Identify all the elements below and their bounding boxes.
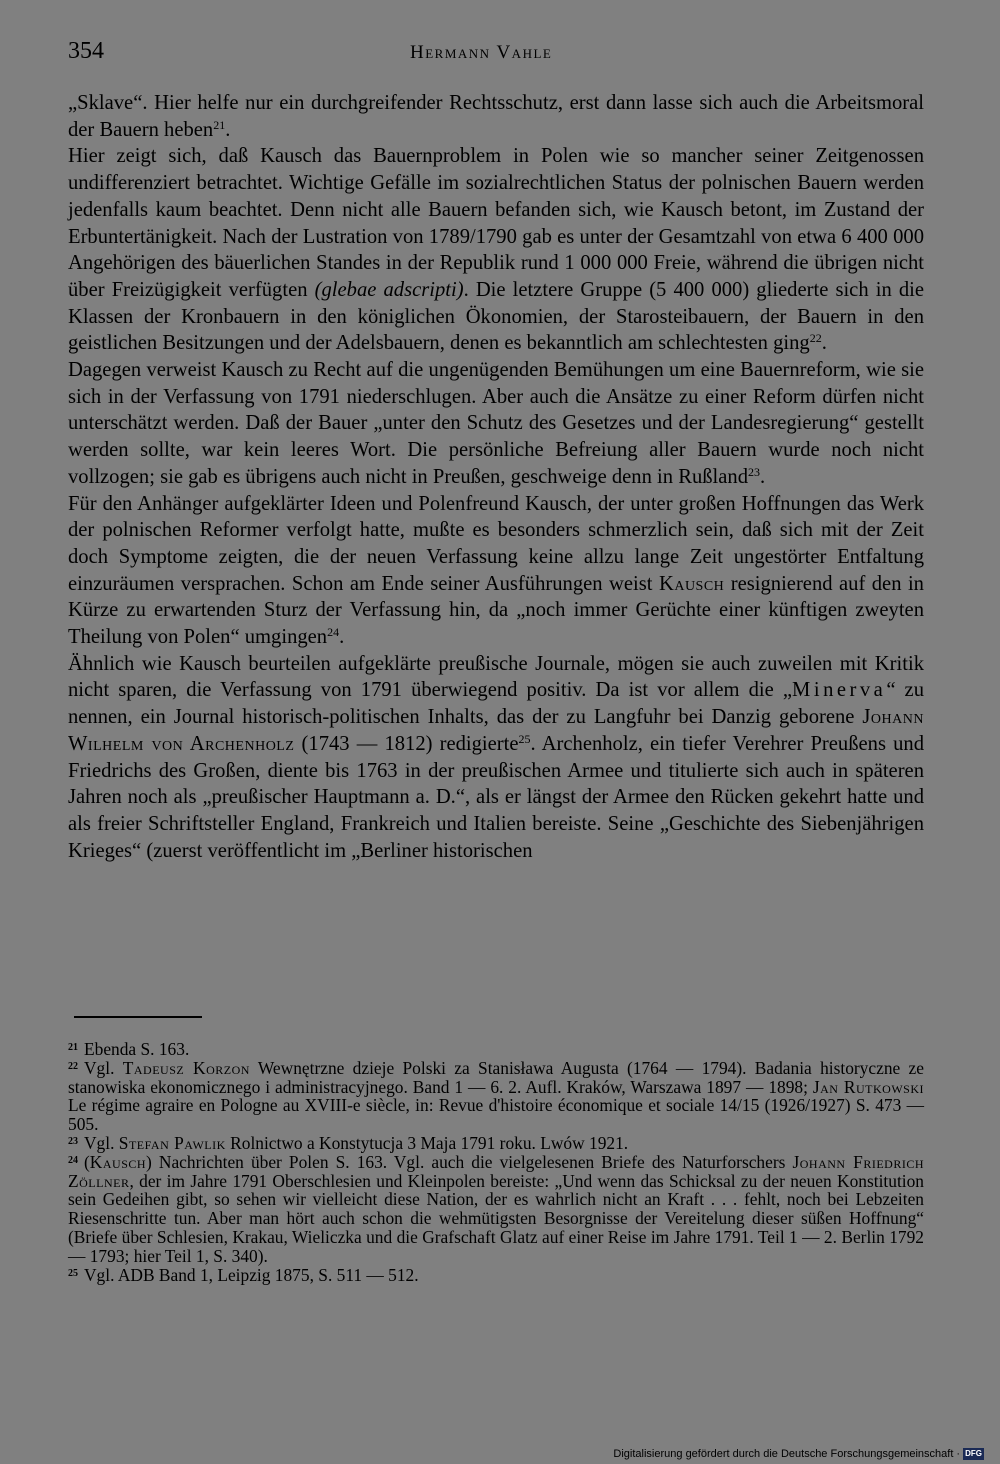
- text-run: Wewnętrzne dzieje Polski za Stanisława Augusta (1764 — 1794). Badania historyczne ze stanowiska ekonomicznego i administracyjnego. Band 1 — 6. 2. Aufl. Kraków, Warszawa 1897 — 1898;: [68, 1057, 924, 1097]
- text-run: resignierend auf den in Kürze zu erwartenden Sturz der Verfassung hin, da „noch immer Gerüchte einer künftigen zweyten Theilung von Polen“ umgingen: [68, 572, 924, 649]
- footnotes: [68, 1040, 924, 1284]
- paragraph: [68, 491, 924, 651]
- text-run: . Die letztere Gruppe (5 400 000) gliederte sich in die Klassen der Kronbauern in den königlichen Ökonomien, der Starosteibauern, der Bauern in den geistlichen Besitzungen und der Adelsbauern, denen es bekanntlich am schlechtesten ging: [68, 278, 925, 355]
- text-run: „Sklave“. Hier helfe nur ein durchgreifender Rechtsschutz, erst dann lasse sich auch die Arbeitsmoral der Bauern heben: [68, 92, 924, 141]
- footnote: [68, 1134, 924, 1153]
- text-run: “ zu nennen, ein Journal historisch-politischen Inhalts, das der zu Langfuhr bei Danzig geborene: [68, 679, 924, 729]
- text-run: Le régime agraire en Pologne au XVIII-e siècle, in: Revue d'histoire économique et sociale 14/15 (1926/1927) S. 473 — 505.: [68, 1095, 924, 1135]
- credit-text: Digitalisierung gefördert durch die Deutsche Forschungsgemeinschaft ·: [613, 1448, 961, 1460]
- footnote-reference: 25: [518, 731, 531, 746]
- small-caps-name: Jan Rutkowski: [812, 1076, 924, 1097]
- footnote-number: 22: [68, 1060, 78, 1072]
- text-run: Für den Anhänger aufgeklärter Ideen und Polenfreund Kausch, der unter großen Hoffnungen das Werk der polnischen Reformer verfolgt hatte, mußte es besonders schmerzlich sein, daß sich mit der Zeit doch Symptome zeigten, die der neuen Verfassung keine allzu lange Zeit ungestörter Entfaltung einzuräumen versprachen. Schon am Ende seiner Ausführungen weist: [68, 492, 924, 595]
- footnote-number: 24: [68, 1154, 78, 1166]
- text-run: Hier zeigt sich, daß Kausch das Bauernproblem in Polen wie so mancher seiner Zeitgenossen undifferenziert betrachtet. Wichtige Gefälle im sozialrechtlichen Status der polnischen Bauern werden jedenfalls kaum beachtet. Denn nicht alle Bauern befanden sich, wie Kausch betont, im Zustand der Erbuntertänigkeit. Nach der Lustration von 1789/1790 gab es unter der Gesamtzahl von etwa 6 400 000 Angehörigen des bäuerlichen Standes in der Republik rund 1 000 000 Freie, während die übrigen nicht über Freizügigkeit verfügten: [68, 145, 924, 301]
- text-run: , der im Jahre 1791 Oberschlesien und Kleinpolen bereiste: „Und wenn das Schicksal zu der neuen Konstitution sein Gedeihen gibt, so sehen wir vielleicht diese Nation, der es wahrlich nicht an Kraft . . . fehlt, noch bei Lebzeiten Riesenschritte tun. Aber man hört auch schon die wehmütigsten Besorgnisse der Vereitelung dieser süßen Hoffnung“ (Briefe über Schlesien, Krakau, Wieliczka und die Grafschaft Glatz auf einer Reise im Jahre 1791. Teil 1 — 2. Berlin 1792 — 1793; hier Teil 1, S. 340).: [68, 1170, 924, 1266]
- text-run: (1743 — 1812) redigierte: [294, 732, 519, 755]
- footnote-reference: 24: [327, 625, 340, 640]
- running-head: Hermann Vahle: [410, 42, 553, 63]
- italic-text: (glebae adscripti): [314, 278, 464, 301]
- text-run: . Archenholz, ein tiefer Verehrer Preußens und Friedrichs des Großen, diente bis 1763 in der preußischen Armee und titulierte sich auch in späteren Jahren noch als „preußischer Hauptmann a. D.“, als er längst der Armee den Rücken gekehrt hatte und als freier Schriftsteller England, Frankreich und Italien bereiste. Seine „Geschichte des Siebenjährigen Krieges“ (zuerst veröffentlicht im „Berliner historischen: [68, 732, 924, 862]
- body-text: [68, 90, 924, 864]
- text-run: .: [821, 332, 827, 355]
- small-caps-name: Tadeusz Korzon: [122, 1057, 250, 1078]
- small-caps-name: Johann Wilhelm von Archenholz: [68, 706, 924, 755]
- page-header: [68, 38, 924, 68]
- footnote-number: 25: [68, 1267, 78, 1279]
- paragraph: [68, 143, 924, 357]
- text-run: ) Nachrichten über Polen S. 163. Vgl. auch die vielgelesenen Briefe des Naturforschers: [146, 1151, 793, 1172]
- small-caps-name: Johann Friedrich Zöllner: [68, 1151, 924, 1191]
- footnote-number: 23: [68, 1135, 78, 1147]
- footnote: [68, 1059, 924, 1134]
- text-run: .: [225, 118, 231, 141]
- text-run: Vgl.: [84, 1057, 123, 1078]
- page-number: 354: [68, 38, 104, 64]
- footnote: [68, 1153, 924, 1266]
- dfg-logo: DFG: [965, 1449, 982, 1458]
- text-run: .: [339, 626, 345, 649]
- paragraph: [68, 90, 924, 143]
- footnote-reference: 22: [809, 331, 822, 346]
- footnote-number: 21: [68, 1042, 78, 1053]
- text-run: Dagegen verweist Kausch zu Recht auf die ungenügenden Bemühungen um eine Bauernreform, wie sie sich in der Verfassung von 1791 niederschlugen. Aber auch die Ansätze zu einer Reform dürfen nicht unterschätzt werden. Daß der Bauer „unter den Schutz des Gesetzes und der Landesregierung“ gestellt werden sollte, war kein leeres Wort. Die persönliche Befreiung aller Bauern wurde noch nicht vollzogen; sie gab es übrigens auch nicht in Preußen, geschweige denn in Rußland: [68, 359, 924, 488]
- text-run: Ähnlich wie Kausch beurteilen aufgeklärte preußische Journale, mögen sie auch zuweilen mit Kritik nicht sparen, die Verfassung von 1791 überwiegend positiv. Da ist vor allem die „: [68, 652, 924, 702]
- text-run: Rolnictwo a Konstytucja 3 Maja 1791 roku. Lwów 1921.: [225, 1132, 629, 1153]
- small-caps-name: Kausch: [89, 1151, 147, 1172]
- footnote-reference: 23: [748, 464, 760, 479]
- spaced-text: Minerva: [792, 679, 887, 702]
- small-caps-name: Stefan Pawlik: [118, 1132, 226, 1153]
- paragraph: [68, 651, 924, 865]
- footnote: [68, 1266, 924, 1285]
- text-run: Ebenda S. 163.: [84, 1039, 190, 1059]
- text-run: (: [84, 1151, 90, 1172]
- footnote-reference: 21: [213, 117, 226, 132]
- text-run: .: [760, 465, 766, 488]
- footnote-divider: [74, 1016, 202, 1018]
- digitization-credit: [613, 1448, 984, 1460]
- paragraph: [68, 357, 924, 491]
- footnote: [68, 1040, 924, 1059]
- small-caps-name: Kausch: [658, 572, 725, 595]
- text-run: Vgl.: [84, 1132, 119, 1153]
- text-run: Vgl. ADB Band 1, Leipzig 1875, S. 511 — 512.: [84, 1264, 419, 1285]
